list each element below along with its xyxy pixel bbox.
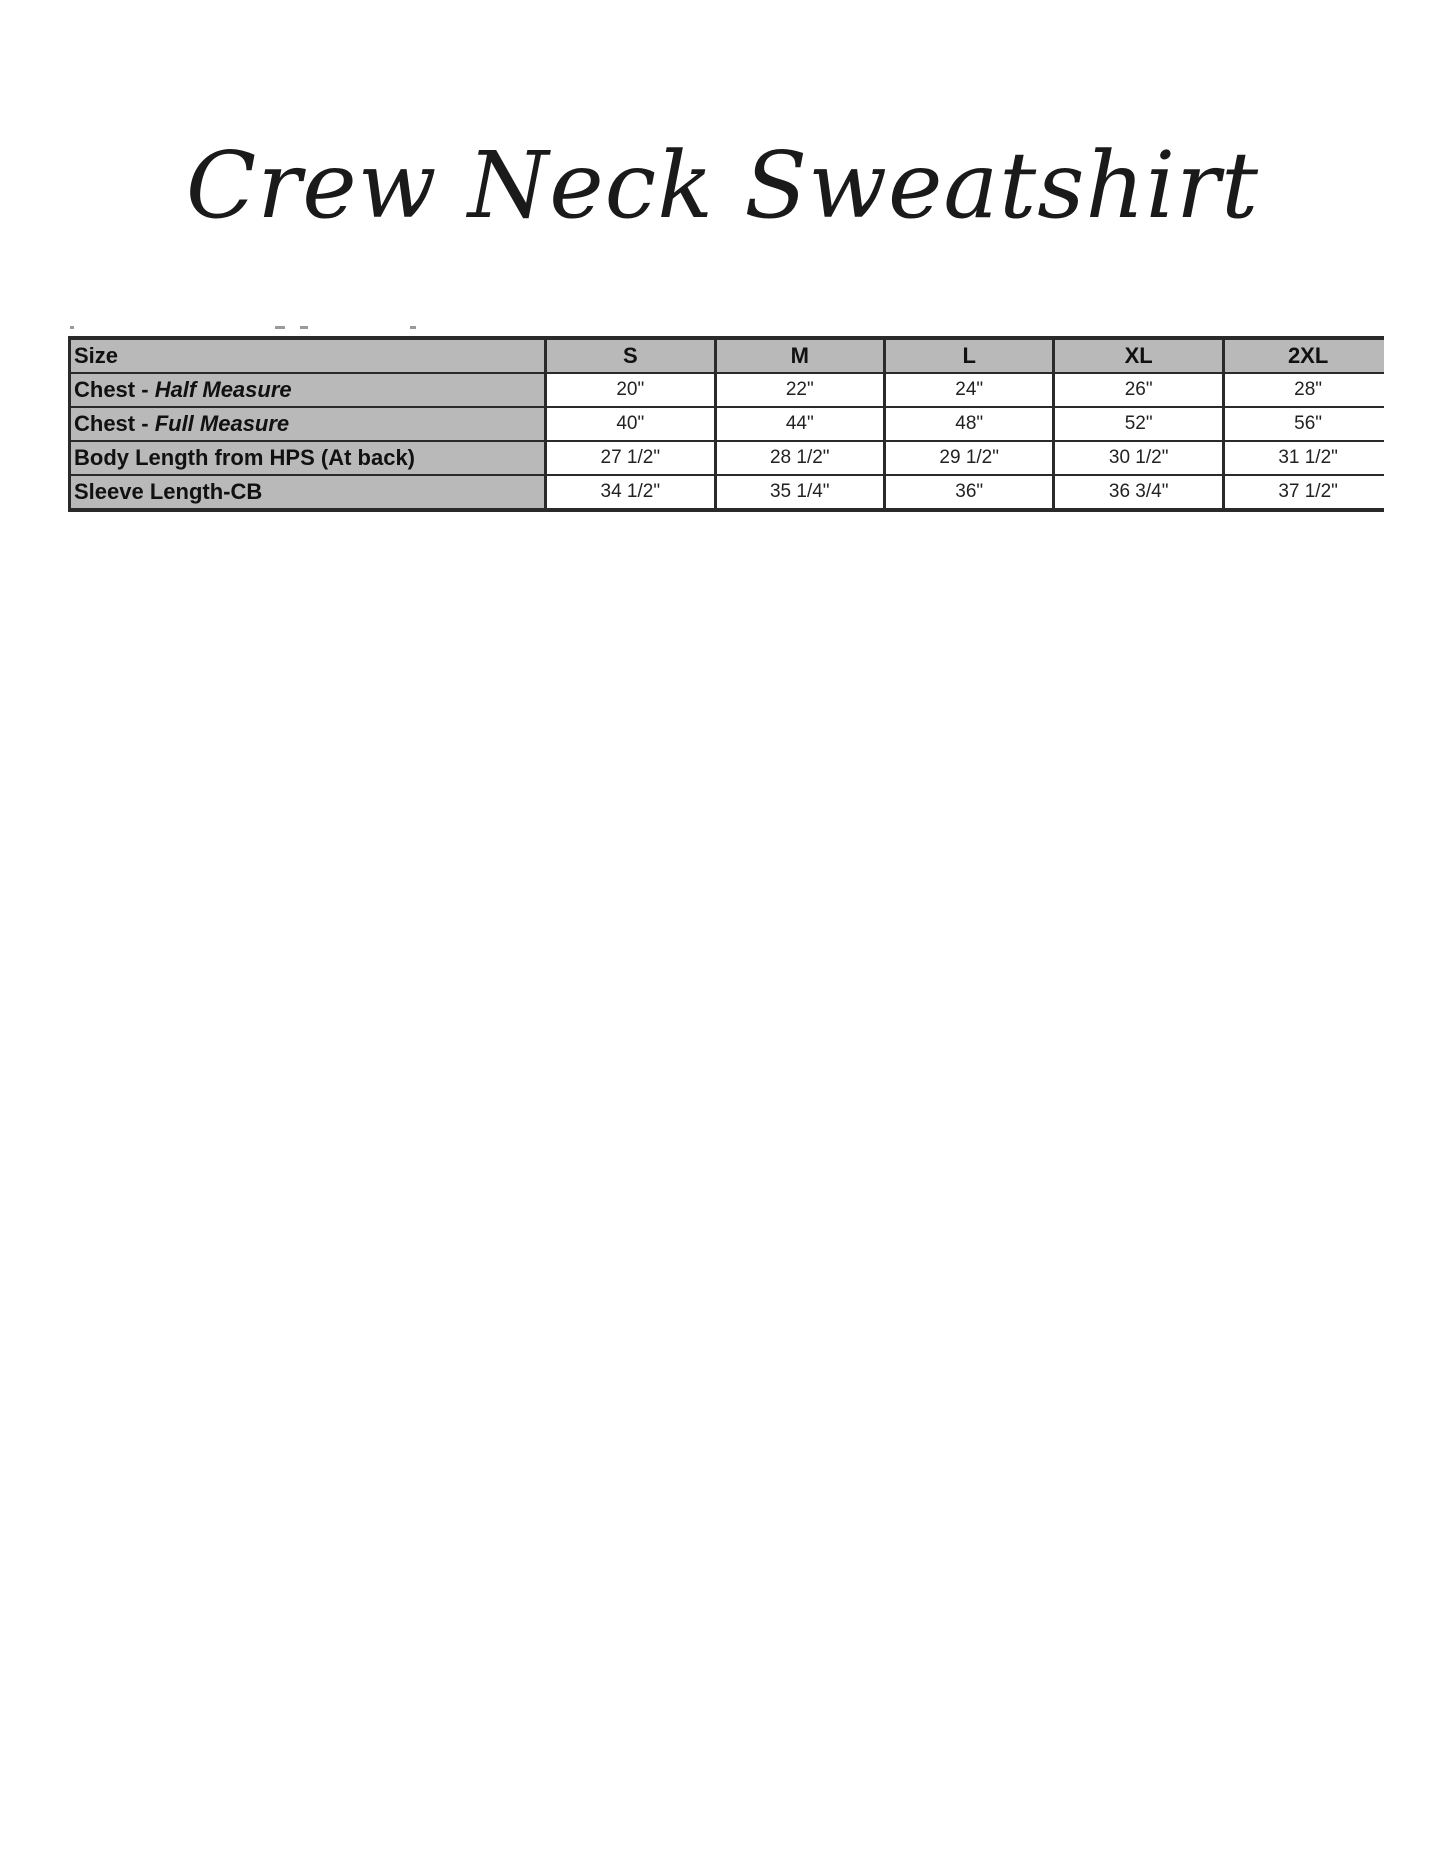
cell-value: 29 1/2" [884, 441, 1053, 475]
table-row [70, 407, 1385, 441]
row-label [70, 441, 546, 475]
row-label-emphasis: Half Measure [154, 377, 292, 402]
cell-value: 28 1/2" [715, 441, 884, 475]
row-label [70, 373, 546, 407]
cell-value: 22" [715, 373, 884, 407]
cropped-text-remnant [70, 326, 430, 332]
cell-value: 30 1/2" [1054, 441, 1223, 475]
cell-value: 24" [884, 373, 1053, 407]
cell-value: 28" [1223, 373, 1384, 407]
cell-value: 31 1/2" [1223, 441, 1384, 475]
header-size-s: S [546, 338, 715, 373]
header-size-m: M [715, 338, 884, 373]
cell-value: 52" [1054, 407, 1223, 441]
cell-value: 37 1/2" [1223, 475, 1384, 510]
row-label-emphasis: Full Measure [154, 411, 290, 436]
header-size-xl: XL [1054, 338, 1223, 373]
page-title: Crew Neck Sweatshirt [185, 132, 1260, 239]
cell-value: 36 3/4" [1054, 475, 1223, 510]
row-label-prefix: Body Length from HPS (At back) [74, 445, 416, 470]
cell-value: 26" [1054, 373, 1223, 407]
table-row [70, 373, 1385, 407]
cell-value: 36" [884, 475, 1053, 510]
row-label-prefix: Chest - [74, 411, 155, 436]
size-table [68, 336, 1384, 512]
table-header-row [70, 338, 1385, 373]
cell-value: 40" [546, 407, 715, 441]
row-label [70, 407, 546, 441]
size-chart [68, 336, 1384, 518]
row-label [70, 475, 546, 510]
cell-value: 27 1/2" [546, 441, 715, 475]
cell-value: 48" [884, 407, 1053, 441]
header-label: Size [70, 338, 546, 373]
row-label-prefix: Chest - [74, 377, 155, 402]
cell-value: 20" [546, 373, 715, 407]
header-size-2xl: 2XL [1223, 338, 1384, 373]
table-row [70, 475, 1385, 510]
row-label-prefix: Sleeve Length-CB [74, 479, 263, 504]
cell-value: 56" [1223, 407, 1384, 441]
table-row [70, 441, 1385, 475]
cell-value: 44" [715, 407, 884, 441]
cell-value: 34 1/2" [546, 475, 715, 510]
header-size-l: L [884, 338, 1053, 373]
cell-value: 35 1/4" [715, 475, 884, 510]
